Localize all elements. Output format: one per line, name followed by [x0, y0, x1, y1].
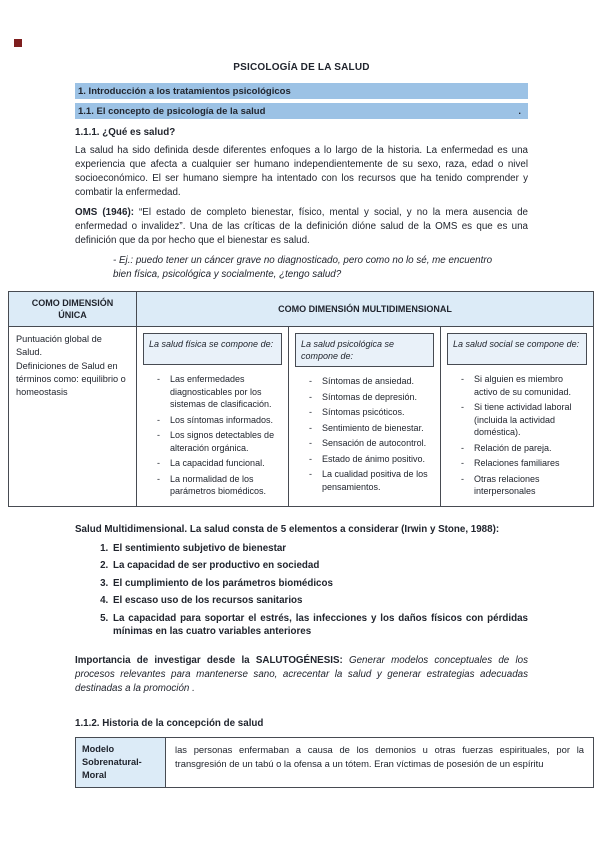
list-item: - Sentimiento de bienestar.	[309, 422, 432, 435]
numbered-item: 4. El escaso uso de los recursos sanitarios	[111, 594, 528, 607]
model-name-cell: Modelo Sobrenatural-Moral	[76, 738, 166, 787]
psychological-health-list	[289, 375, 438, 493]
physical-health-list	[137, 373, 286, 498]
red-square-mark	[14, 39, 22, 47]
paragraph-health-definition: La salud ha sido definida desde diferentes enfoques a lo largo de la historia. La enfermedad es una experiencia que afecta a cualquier ser humano independientemente de su sexo, raza, edad o nivel socioeconómico. El ser humano siempre ha intentado con los recursos que ha tenido comprender y combatir la enfermedad.	[75, 145, 528, 198]
numbered-item: 2. La capacidad de ser productivo en sociedad	[111, 559, 528, 572]
history-models-table	[75, 737, 594, 788]
social-health-header: La salud social se compone de:	[447, 333, 587, 365]
section-heading-1-1-text: 1.1. El concepto de psicología de la salud	[78, 105, 266, 117]
table-header-multidimensional: COMO DIMENSIÓN MULTIDIMENSIONAL	[137, 292, 593, 327]
table-header-unique-dimension: COMO DIMENSIÓN ÚNICA	[9, 292, 137, 327]
list-item: - Si alguien es miembro activo de su comunidad.	[461, 373, 585, 398]
multidimensional-intro: Salud Multidimensional. La salud consta de 5 elementos a considerar (Irwin y Stone, 1988):	[75, 523, 500, 535]
paragraph-oms	[75, 206, 528, 248]
list-item: - Si tiene actividad laboral (incluida la actividad doméstica).	[461, 401, 585, 439]
page-title: PSICOLOGÍA DE LA SALUD	[233, 62, 370, 73]
physical-health-header: La salud física se compone de:	[143, 333, 282, 365]
list-item: - Las enfermedades diagnosticables por los sistemas de clasificación.	[157, 373, 280, 411]
list-item: - Síntomas de ansiedad.	[309, 375, 432, 388]
list-item: - Relación de pareja.	[461, 442, 585, 455]
salutogenesis-label: Importancia de investigar desde la SALUTOGÉNESIS:	[75, 654, 343, 666]
unique-dimension-line2: Definiciones de Salud en términos como: equilibrio o homeostasis	[16, 361, 126, 397]
numbered-item: 1. El sentimiento subjetivo de bienestar	[111, 542, 528, 555]
section-heading-1-1-dot: .	[518, 105, 521, 117]
list-item: - La cualidad positiva de los pensamientos.	[309, 468, 432, 493]
list-item: - Síntomas psicóticos.	[309, 406, 432, 419]
list-item: - La normalidad de los parámetros biomédicos.	[157, 473, 280, 498]
heading-history: 1.1.2. Historia de la concepción de salud	[75, 717, 264, 729]
salutogenesis-paragraph	[75, 654, 528, 696]
dimensions-table	[8, 291, 594, 507]
psychological-health-header: La salud psicológica se compone de:	[295, 333, 434, 367]
section-heading-1-1	[75, 103, 528, 119]
column-psychological-health	[289, 327, 441, 506]
list-item: - Sensación de autocontrol.	[309, 437, 432, 450]
section-heading-1-text: 1. Introducción a los tratamientos psicológicos	[78, 85, 291, 97]
list-item: - Síntomas de depresión.	[309, 391, 432, 404]
numbered-item: 5. La capacidad para soportar el estrés, las infecciones y los daños físicos con pérdidas mínimas en las cuatro variables anteriores	[111, 612, 528, 638]
example-note: - Ej.: puedo tener un cáncer grave no diagnosticado, pero como no lo sé, me encuentro bien física, psicológica y socialmente, ¿tengo salud?	[113, 255, 493, 280]
section-heading-1	[75, 83, 528, 99]
oms-label: OMS (1946):	[75, 207, 134, 218]
oms-text: “El estado de completo bienestar, físico, mental y social, y no la mera ausencia de enfermedad o invalidez”. Una de las críticas de la definición dióne salud de la OMS es que es una definición que da por hecho que el bienestar es salud.	[75, 207, 528, 246]
list-item: - Relaciones familiares	[461, 457, 585, 470]
numbered-item: 3. El cumplimiento de los parámetros biomédicos	[111, 577, 528, 590]
list-item: - Otras relaciones interpersonales	[461, 473, 585, 498]
list-item: - Los signos detectables de alteración orgánica.	[157, 429, 280, 454]
list-item: - La capacidad funcional.	[157, 457, 280, 470]
multidimensional-list	[75, 542, 528, 638]
column-social-health	[441, 327, 593, 506]
salutogenesis-text: Generar modelos conceptuales de los procesos relevantes para mantenerse sano, acrecentar la salud y generar estrategias adecuadas destinadas a la promoción .	[75, 654, 528, 694]
unique-dimension-line1: Puntuación global de Salud.	[16, 334, 102, 357]
social-health-list	[441, 373, 591, 498]
heading-what-is-health: 1.1.1. ¿Qué es salud?	[75, 127, 176, 138]
list-item: - Estado de ánimo positivo.	[309, 453, 432, 466]
list-item: - Los síntomas informados.	[157, 414, 280, 427]
table-cell-unique-dimension	[9, 327, 137, 506]
model-description-cell: las personas enfermaban a causa de los demonios u otras fuerzas espirituales, por la transgresión de un tabú o la ofensa a un tótem. Eran víctimas de posesión de un espíritu	[175, 743, 584, 769]
column-physical-health	[137, 327, 289, 506]
